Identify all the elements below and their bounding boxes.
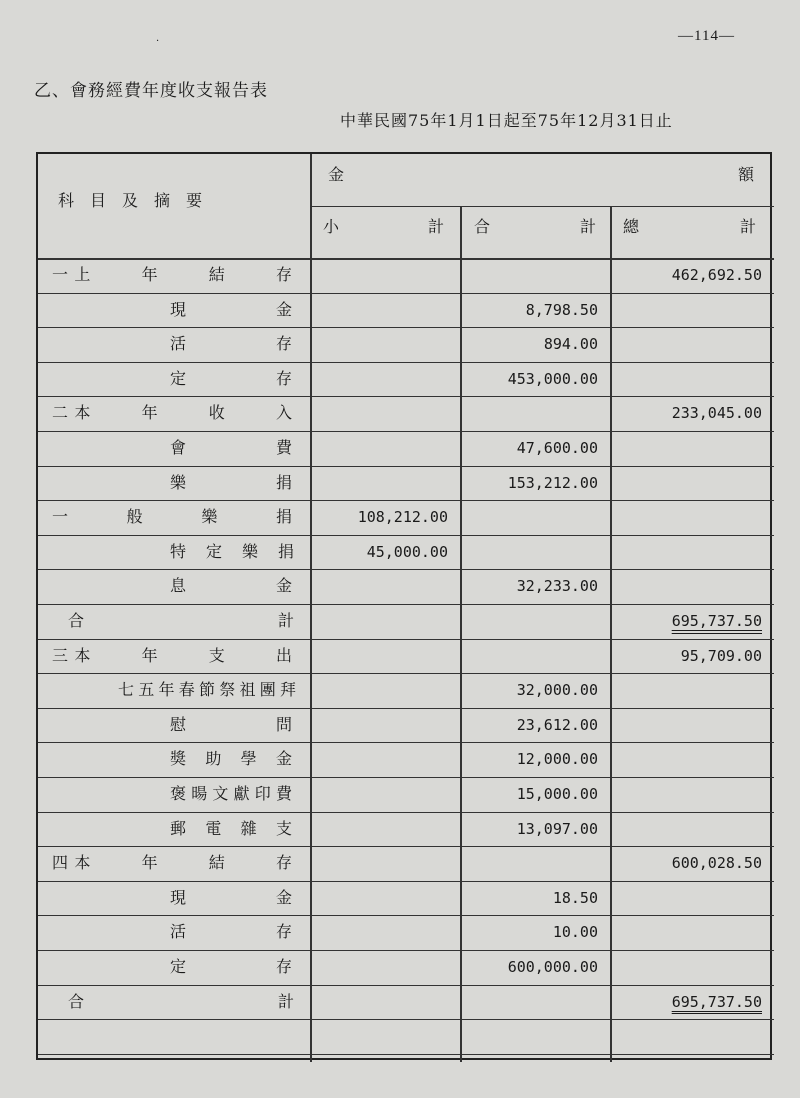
row-label: 活 存 [170,334,292,354]
row-total: 47,600.00 [516,439,598,457]
row-total: 10.00 [552,923,598,942]
column-rule [310,154,312,1062]
row-total: 15,000.00 [516,785,598,803]
row-total: 18.50 [552,888,598,907]
row-label: 獎 助 學 金 [170,749,292,769]
row-grand: 600,028.50 [671,854,762,873]
header-subtotal-right: 計 [428,217,445,236]
row-grand: 462,692.50 [671,266,762,284]
row-label: 合 計 [68,991,294,1011]
row-total: 8,798.50 [525,300,598,319]
header-grand-right: 計 [740,217,757,236]
row-label: 現 金 [170,887,292,907]
row-rule [38,327,774,328]
row-rule [38,293,774,294]
header-grand-left: 總 [623,217,640,236]
row-total: 600,000.00 [507,958,598,976]
ledger-table [36,152,772,1060]
row-label: 慰 問 [170,714,292,734]
row-grand: 233,045.00 [671,404,762,423]
document-title: 乙、會務經費年度收支報告表 [34,81,268,101]
row-rule [38,1019,774,1020]
row-label: 現 金 [170,299,292,319]
row-label: 合 計 [68,611,294,630]
row-label: 一上 年 結 存 [52,265,292,284]
row-label: 會 費 [170,438,292,457]
row-total: 23,612.00 [516,715,598,734]
row-label: 三本 年 支 出 [52,645,292,665]
row-rule [38,569,774,570]
row-total: 453,000.00 [507,369,598,388]
page-number: —114— [678,28,735,44]
header-amount-left: 金 [328,165,345,184]
header-total-right: 計 [580,217,597,236]
header-subtotal-left: 小 [323,217,340,236]
row-rule [38,777,774,778]
row-label: 褒暘文獻印費 [170,784,292,803]
header-subject: 科 目 及 摘 要 [58,191,203,210]
row-label: 定 存 [170,957,292,976]
row-label: 四本 年 結 存 [52,853,292,873]
row-label: 樂 捐 [170,472,292,492]
row-total: 32,000.00 [516,681,598,700]
row-label: 息 金 [170,576,292,596]
row-total: 13,097.00 [516,819,598,838]
scan-speck: · [156,36,160,47]
row-rule [38,466,774,467]
row-rule [38,362,774,363]
row-rule [38,881,774,882]
row-rule [38,950,774,951]
row-total: 12,000.00 [516,750,598,769]
row-label: 郵 電 雜 支 [170,818,292,838]
row-rule [38,1054,774,1055]
row-label: 活 存 [170,922,292,942]
row-grand: 95,709.00 [680,646,762,665]
header-rule [310,206,774,207]
row-label: 一 般 樂 捐 [52,507,292,527]
header-total-left: 合 [474,217,491,236]
row-subtotal: 108,212.00 [357,508,448,527]
row-grand: 695,737.50 [671,992,762,1011]
row-rule [38,812,774,813]
row-label: 七五年春節祭祖團拜 [118,680,296,700]
row-rule [38,431,774,432]
row-label: 二本 年 收 入 [52,403,292,423]
row-rule [38,915,774,916]
row-label: 定 存 [170,368,292,388]
row-total: 32,233.00 [516,577,598,596]
header-amount-right: 額 [738,165,755,184]
report-period: 中華民國75年1月1日起至75年12月31日止 [340,111,673,130]
row-rule [38,742,774,743]
row-total: 894.00 [543,335,598,354]
row-total: 153,212.00 [507,473,598,492]
row-label: 特 定 樂 捐 [170,541,294,561]
row-rule [38,708,774,709]
row-subtotal: 45,000.00 [366,542,448,561]
row-grand: 695,737.50 [671,612,762,630]
